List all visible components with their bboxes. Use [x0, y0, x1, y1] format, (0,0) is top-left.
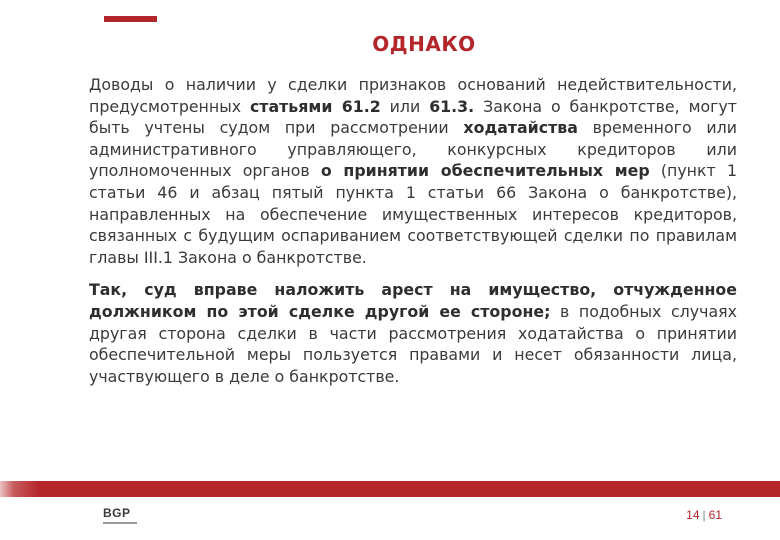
- paragraph-2: [89, 279, 737, 387]
- p1-bold-1: статьями 61.2: [249, 96, 381, 116]
- p1-text-5: (пункт 1 статьи 46 и абзац пятый пункта 1 статьи 66 Закона о банкротстве), направленных на обеспечение имущественных интересов кредиторов, связанных с будущим оспариванием соответствующей сделки по правилам главы III.1 Закона о банкротстве.: [89, 161, 737, 267]
- p1-text-4: временного или административного управляющего, конкурсных кредиторов или уполномоченных органов: [89, 118, 737, 181]
- p1-text-2: или: [380, 96, 430, 116]
- p1-bold-3: ходатайства: [463, 118, 578, 138]
- paragraph-1: [89, 74, 737, 268]
- p2-bold-1: Так, суд вправе наложить арест на имущество, отчужденное должником по этой сделке другой ее стороне;: [89, 280, 737, 321]
- logo-text: BGP: [103, 506, 131, 520]
- bgp-logo-icon: [103, 507, 143, 529]
- slide-body: [89, 74, 737, 398]
- p1-text-1: Доводы о наличии у сделки признаков оснований недействительности, предусмотренных: [89, 75, 737, 116]
- slide-title: ОДНАКО: [372, 32, 476, 56]
- p1-bold-4: о принятии обеспечительных мер: [320, 161, 650, 181]
- accent-bar: [104, 16, 157, 22]
- logo-underline: [103, 522, 137, 524]
- p1-text-3: Закона о банкротстве, могут быть учтены судом при рассмотрении: [89, 96, 737, 138]
- p2-text-1: в подобных случаях другая сторона сделки в части рассмотрения ходатайства о принятии обеспечительной меры пользуется правами и несет обязанности лица, участвующего в деле о банкротстве.: [89, 301, 737, 386]
- page-current: 14: [686, 508, 700, 522]
- page-total: 61: [708, 508, 722, 522]
- footer-band: [0, 481, 780, 497]
- page-number: [686, 508, 722, 522]
- page-separator: |: [702, 508, 706, 522]
- p1-bold-2: 61.3.: [429, 96, 475, 116]
